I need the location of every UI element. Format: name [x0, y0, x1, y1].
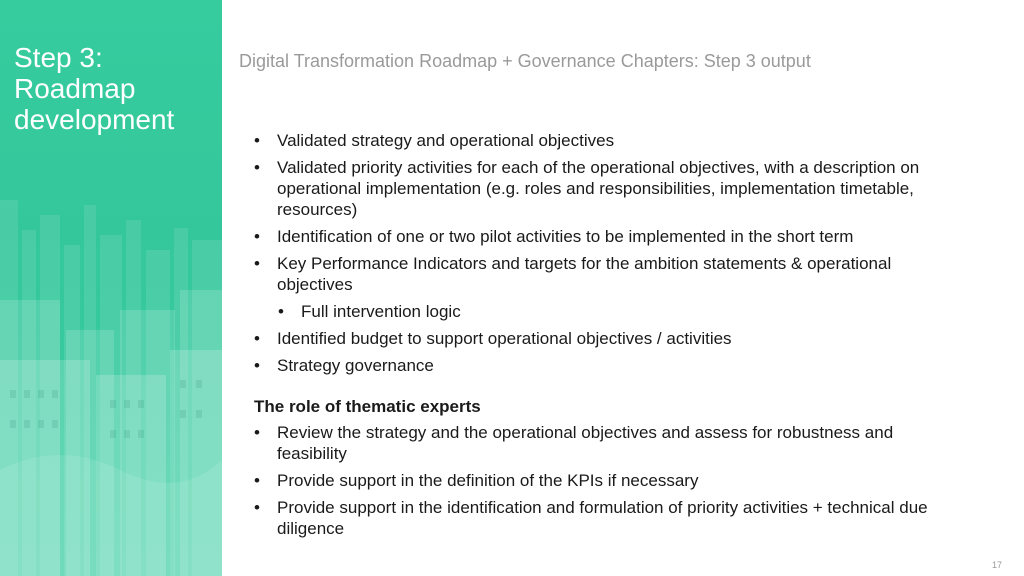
sidebar-panel [0, 0, 222, 576]
experts-list [254, 422, 954, 539]
list-item: • Provide support in the definition of the KPIs if necessary [254, 470, 954, 491]
list-item: • Identified budget to support operational objectives / activities [254, 328, 954, 349]
section-title [14, 42, 214, 135]
list-item: • Identification of one or two pilot activities to be implemented in the short term [254, 226, 954, 247]
experts-heading: The role of thematic experts [254, 397, 481, 416]
section-title-line: development [14, 104, 175, 135]
section-title-line: Roadmap [14, 73, 136, 104]
list-item: • Strategy governance [254, 355, 954, 376]
section-title-line: Step 3: [14, 42, 103, 73]
list-item: • Provide support in the identification and formulation of priority activities + technical due diligence [254, 497, 954, 539]
list-item: • Key Performance Indicators and targets for the ambition statements & operational objectives [254, 253, 954, 295]
list-item: • Validated strategy and operational objectives [254, 130, 954, 151]
list-item: • Validated priority activities for each of the operational objectives, with a description on operational implementation (e.g. roles and responsibilities, implementation timetable, resources) [254, 157, 954, 220]
slide-content [254, 130, 954, 545]
sub-list-item: • Full intervention logic [278, 301, 954, 322]
outputs-list [254, 130, 954, 376]
list-item: • Review the strategy and the operational objectives and assess for robustness and feasibility [254, 422, 954, 464]
slide-title: Digital Transformation Roadmap + Governance Chapters: Step 3 output [239, 51, 811, 71]
page-number: 17 [991, 560, 1002, 570]
